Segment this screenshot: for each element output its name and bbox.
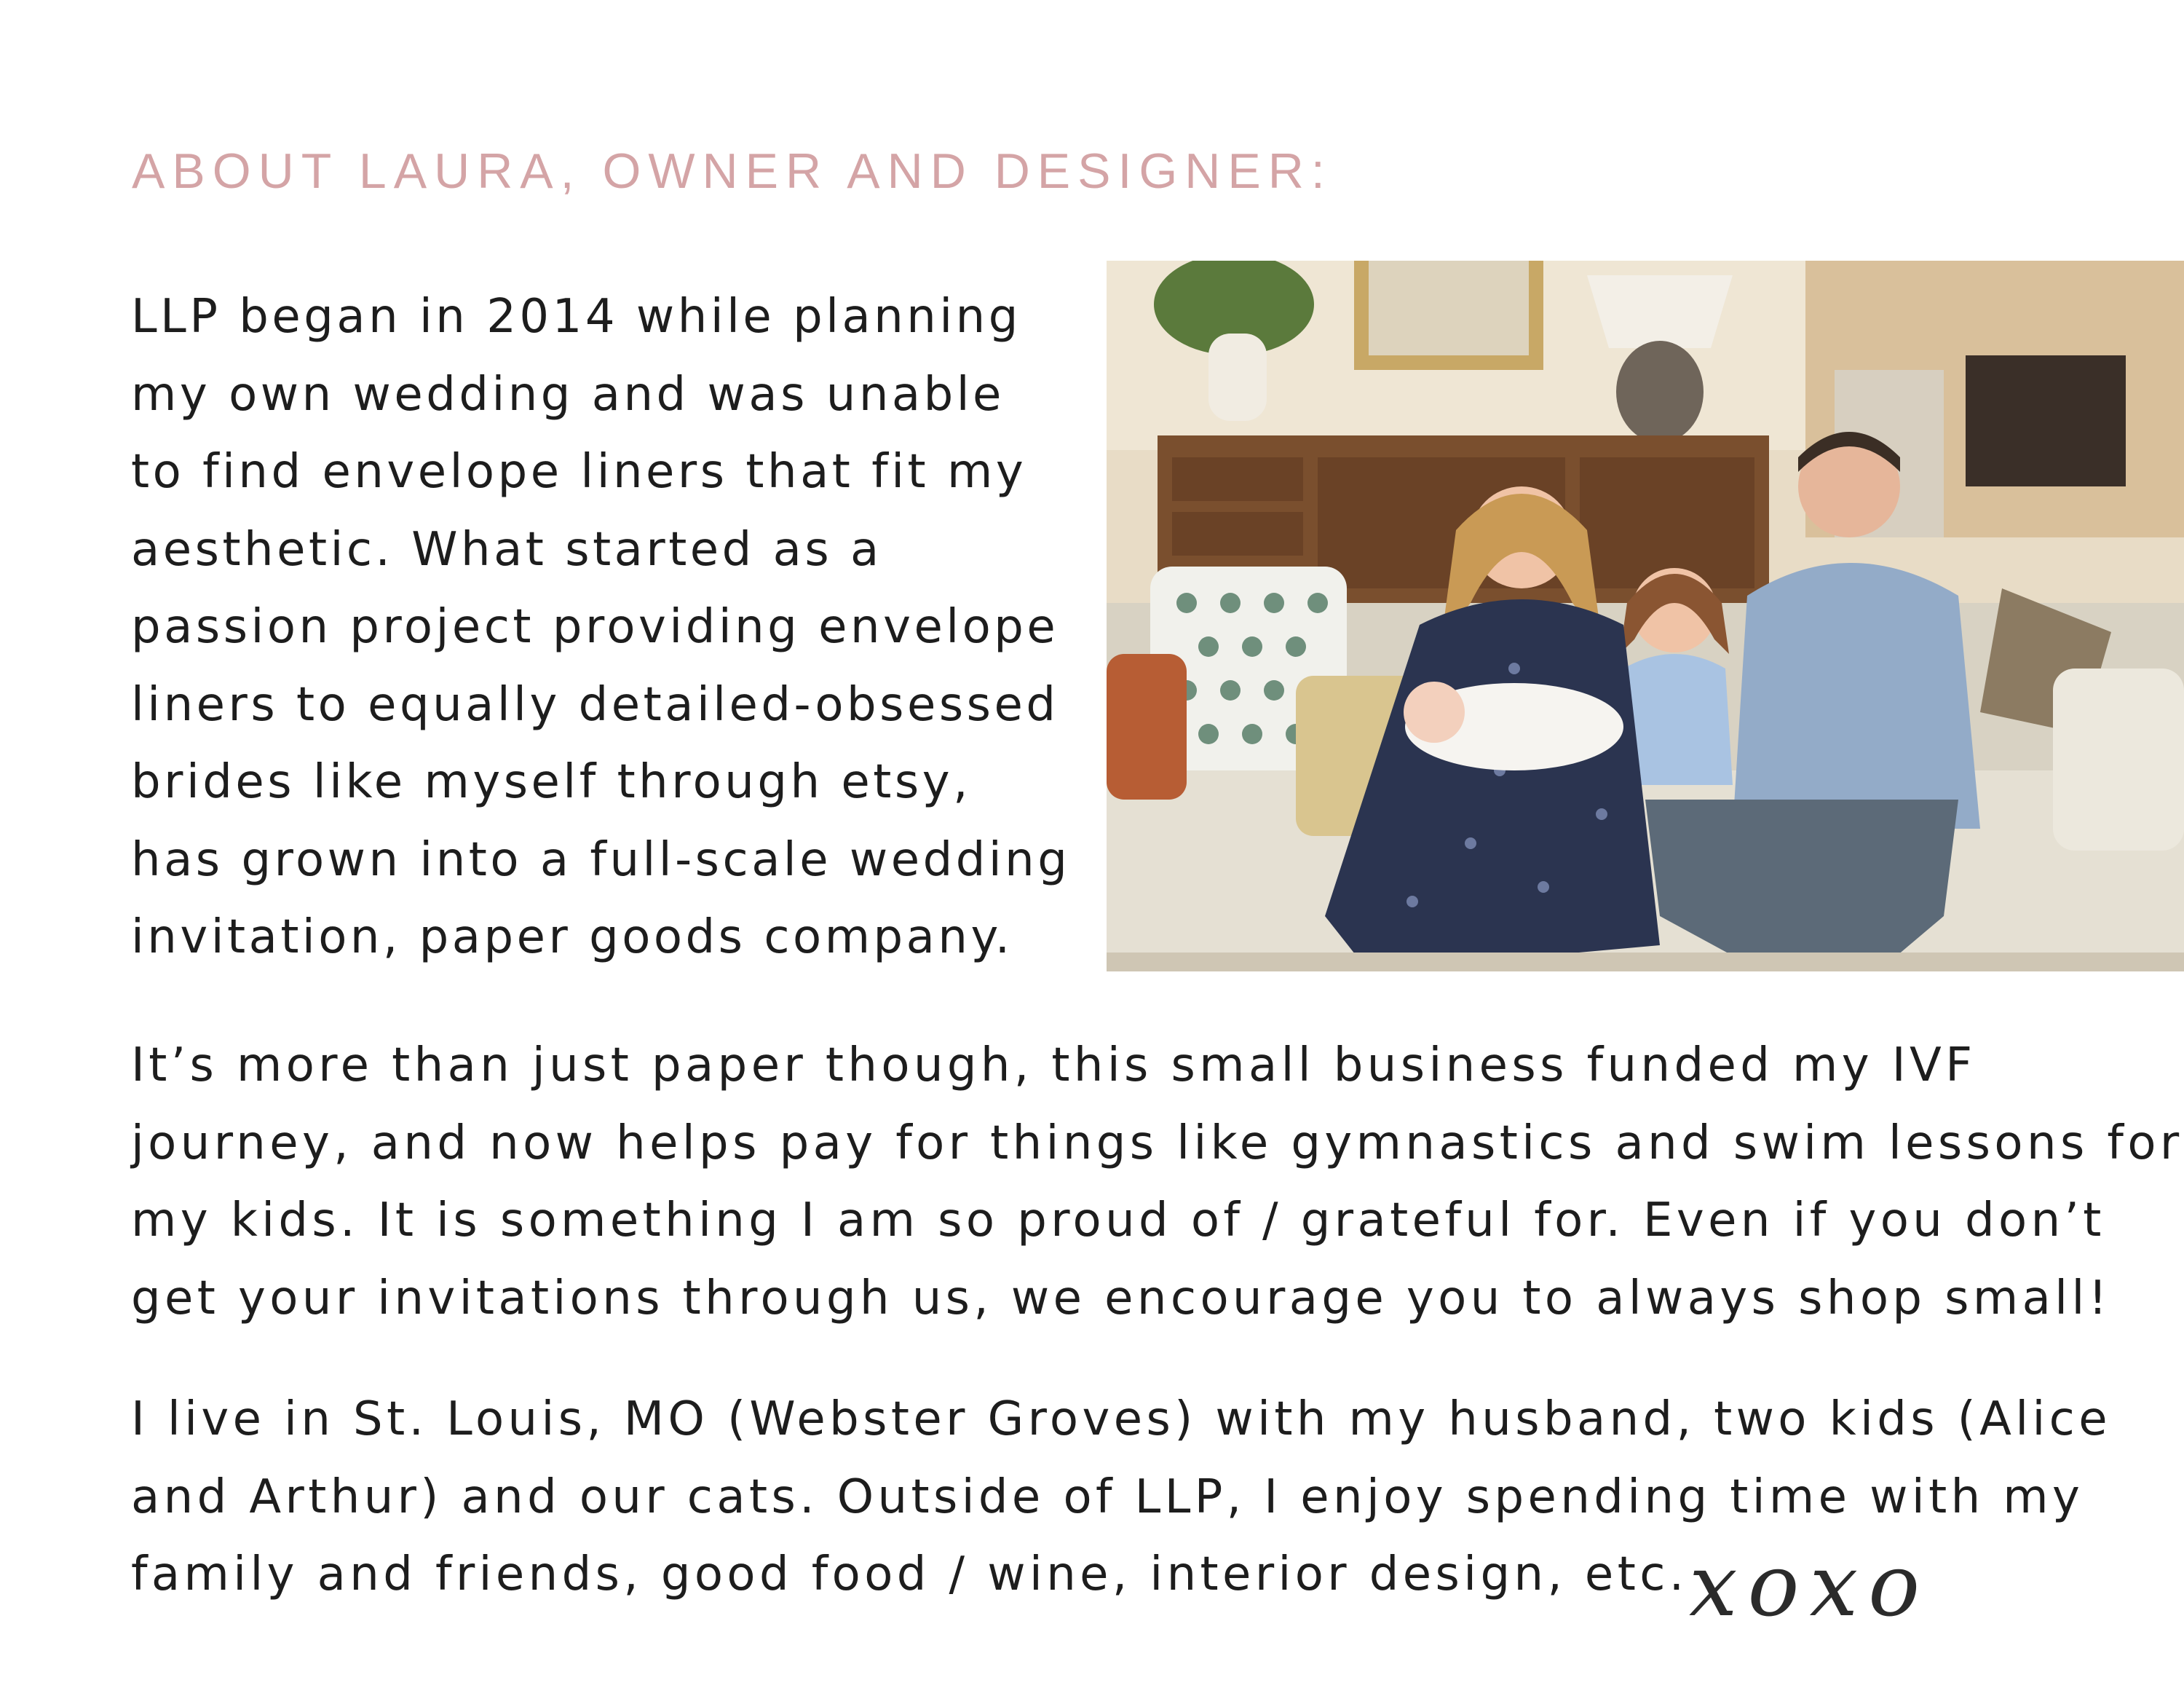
text-line: I live in St. Louis, MO (Webster Groves) with my husband, two kids (Alice xyxy=(131,1392,2112,1446)
text-line: liners to equally detailed-obsessed xyxy=(131,677,1059,732)
text-line: aesthetic. What started as a xyxy=(131,522,882,577)
section-heading: ABOUT LAURA, OWNER AND DESIGNER: xyxy=(132,143,1332,199)
text-line: get your invitations through us, we encourage you to always shop small! xyxy=(131,1271,2111,1325)
signoff-signature: xoxo xyxy=(1689,1535,1931,1636)
text-line: to find envelope liners that fit my xyxy=(131,445,1027,499)
funding-paragraph xyxy=(131,1027,2183,1337)
text-line: brides like myself through etsy, xyxy=(131,755,971,809)
text-line: has grown into a full-scale wedding xyxy=(131,832,1071,887)
family-photo-illustration xyxy=(1107,261,2184,971)
text-line: my own wedding and was unable xyxy=(131,367,1005,422)
text-line: It’s more than just paper though, this small business funded my IVF xyxy=(131,1038,1977,1092)
text-line: my kids. It is something I am so proud of / grateful for. Even if you don’t xyxy=(131,1194,2105,1247)
text-line: journey, and now helps pay for things like gymnastics and swim lessons for xyxy=(131,1116,2183,1170)
intro-paragraph xyxy=(131,278,1092,977)
text-line: LLP began in 2014 while planning xyxy=(131,290,1021,344)
text-line: family and friends, good food / wine, interior design, etc. xyxy=(131,1547,1688,1601)
text-line: invitation, paper goods company. xyxy=(131,910,1013,964)
text-line: and Arthur) and our cats. Outside of LLP, I enjoy spending time with my xyxy=(131,1470,2084,1524)
family-photo xyxy=(1107,261,2184,971)
text-line: passion project providing envelope xyxy=(131,600,1059,654)
